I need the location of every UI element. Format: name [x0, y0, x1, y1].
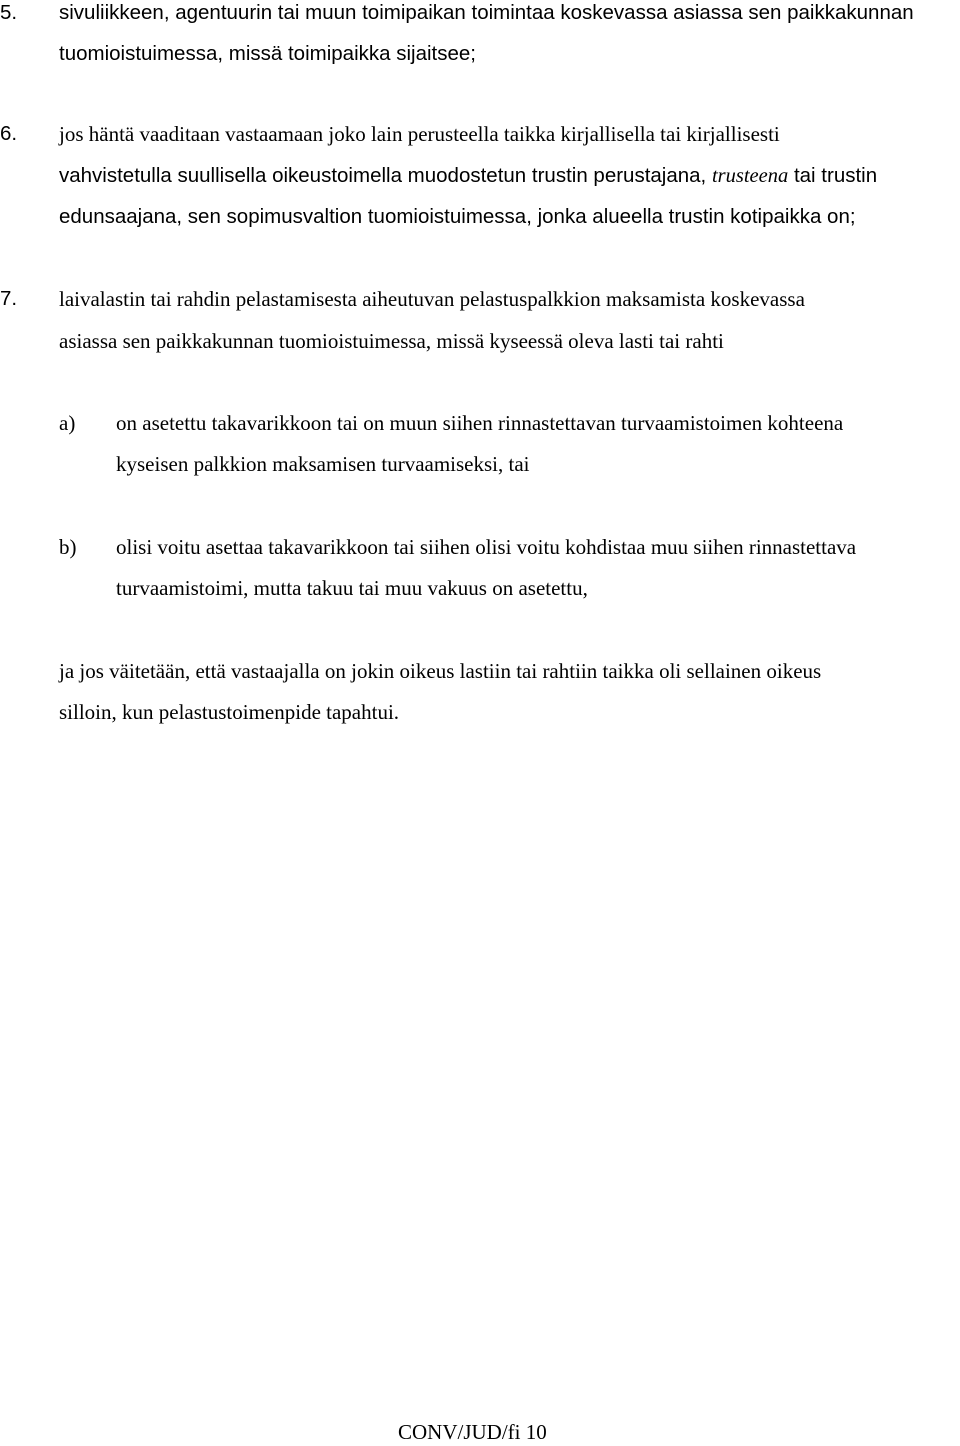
item-6-number: 6.: [0, 122, 18, 145]
item-6-line-3: edunsaajana, sen sopimusvaltion tuomioistuimessa, jonka alueella trustin kotipaikka on;: [59, 205, 856, 228]
subitem-b-line-2: turvaamistoimi, mutta takuu tai muu vakuus on asetettu,: [116, 576, 588, 600]
item-6-line-2-tail: tai trustin: [793, 164, 878, 187]
subitem-a-line-2: kyseisen palkkion maksamisen turvaamiseksi, tai: [116, 452, 530, 476]
item-6-line-1: jos häntä vaaditaan vastaamaan joko lain perusteella taikka kirjallisella tai kirjallisesti: [59, 122, 780, 146]
item-5-line-1: sivuliikkeen, agentuurin tai muun toimipaikan toimintaa koskevassa asiassa sen paikkakunnan: [59, 1, 914, 24]
subitem-a-line-1: on asetettu takavarikkoon tai on muun siihen rinnastettavan turvaamistoimen kohteena: [116, 411, 844, 435]
subitem-a-label: a): [59, 411, 76, 435]
item-6-line-2: [59, 164, 877, 188]
item-5-line-2: tuomioistuimessa, missä toimipaikka sijaitsee;: [59, 42, 476, 65]
item-7-closing-line-2: silloin, kun pelastustoimenpide tapahtui.: [59, 700, 400, 724]
item-7-closing-line-1: ja jos väitetään, että vastaajalla on jokin oikeus lastiin tai rahtiin taikka oli sellainen oikeus: [59, 659, 822, 683]
page-footer: CONV/JUD/fi 10: [398, 1420, 547, 1444]
item-7-line-1: laivalastin tai rahdin pelastamisesta aiheutuvan pelastuspalkkion maksamista koskevassa: [59, 287, 805, 311]
subitem-b-line-1: olisi voitu asettaa takavarikkoon tai siihen olisi voitu kohdistaa muu siihen rinnastettava: [116, 535, 857, 559]
item-7-number: 7.: [0, 287, 18, 310]
subitem-b-label: b): [59, 535, 77, 559]
item-7-line-2: asiassa sen paikkakunnan tuomioistuimessa, missä kyseessä oleva lasti tai rahti: [59, 329, 724, 353]
item-6-italic-term: trusteena: [711, 165, 789, 187]
item-5-number: 5.: [0, 1, 18, 24]
item-6-line-2-text: vahvistetulla suullisella oikeustoimella muodostetun trustin perustajana,: [59, 164, 707, 187]
